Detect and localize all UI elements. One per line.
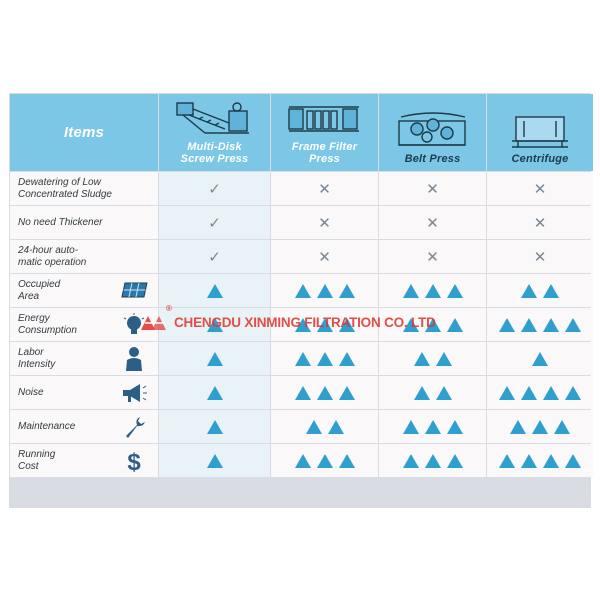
solar-panel-icon	[120, 278, 148, 304]
triangle-rating	[295, 284, 355, 298]
triangle-icon	[207, 454, 223, 468]
megaphone-icon	[120, 380, 148, 406]
triangle-icon	[554, 420, 570, 434]
triangle-icon	[207, 386, 223, 400]
dollar-sign-icon	[120, 448, 148, 474]
table-cell	[159, 240, 270, 273]
check-mark-icon: ✓	[208, 214, 221, 232]
triangle-rating	[207, 284, 223, 298]
triangle-icon	[521, 284, 537, 298]
triangle-icon	[339, 284, 355, 298]
header-belt-press-label: Belt Press	[404, 153, 461, 165]
triangle-icon	[207, 318, 223, 332]
watermark-text: CHENGDU XINMING FILTRATION CO. LTD	[174, 314, 436, 330]
comparison-table	[9, 93, 591, 508]
triangle-icon	[499, 318, 515, 332]
triangle-rating	[403, 420, 463, 434]
row-noise-label-cell	[10, 376, 158, 409]
row-energy-label-cell	[10, 308, 158, 341]
triangle-icon	[532, 352, 548, 366]
triangle-icon	[306, 420, 322, 434]
triangle-icon	[510, 420, 526, 434]
header-items-label: Items	[63, 123, 105, 141]
light-bulb-icon	[120, 312, 148, 338]
triangle-icon	[317, 454, 333, 468]
table-cell	[271, 240, 378, 273]
table-cell	[159, 376, 270, 409]
triangle-icon	[207, 420, 223, 434]
header-multi-disk-cell	[159, 94, 270, 171]
cross-mark-icon: ✕	[426, 214, 439, 232]
triangle-rating	[207, 386, 223, 400]
triangle-rating	[295, 352, 355, 366]
row-labor-label-cell	[10, 342, 158, 375]
triangle-icon	[295, 454, 311, 468]
header-items-cell	[10, 94, 158, 171]
triangle-rating	[306, 420, 344, 434]
row-automatic-label-cell	[10, 240, 158, 273]
table-cell	[271, 206, 378, 239]
table-cell	[271, 444, 378, 477]
row-label: No need Thickener	[18, 216, 103, 228]
triangle-icon	[425, 318, 441, 332]
cross-mark-icon: ✕	[533, 214, 547, 232]
triangle-icon	[207, 284, 223, 298]
triangle-icon	[339, 352, 355, 366]
header-frame-filter-cell	[271, 94, 378, 171]
triangle-icon	[295, 352, 311, 366]
check-mark-icon: ✓	[208, 180, 221, 198]
cross-mark-icon: ✕	[318, 180, 331, 198]
triangle-icon	[436, 386, 452, 400]
triangle-icon	[414, 352, 430, 366]
header-multi-disk-label: Multi-Disk Screw Press	[180, 141, 249, 165]
triangle-icon	[425, 454, 441, 468]
table-cell	[271, 342, 378, 375]
triangle-icon	[447, 284, 463, 298]
triangle-icon	[339, 318, 355, 332]
cross-mark-icon: ✕	[426, 248, 439, 266]
table-cell	[271, 274, 378, 307]
triangle-rating	[414, 386, 452, 400]
row-label: Noise	[18, 386, 44, 398]
triangle-icon	[295, 386, 311, 400]
table-cell	[487, 274, 593, 307]
header-centrifuge-label: Centrifuge	[511, 153, 569, 165]
row-dewatering-label-cell	[10, 172, 158, 205]
table-cell	[379, 376, 486, 409]
registered-mark: ®	[166, 304, 172, 313]
header-centrifuge-cell	[487, 94, 593, 171]
row-label: 24-hour auto- matic operation	[18, 244, 87, 268]
check-mark-icon: ✓	[208, 248, 221, 266]
table-cell	[487, 308, 593, 341]
triangle-icon	[295, 318, 311, 332]
triangle-rating	[403, 454, 463, 468]
cross-mark-icon: ✕	[318, 214, 331, 232]
table-cell	[379, 172, 486, 205]
table-cell	[487, 240, 593, 273]
centrifuge-icon	[494, 107, 586, 151]
triangle-rating	[207, 318, 223, 332]
triangle-rating	[295, 318, 355, 332]
triangle-icon	[499, 386, 515, 400]
table-cell	[487, 206, 593, 239]
table-cell	[487, 410, 593, 443]
triangle-rating	[295, 454, 355, 468]
table-cell	[271, 308, 378, 341]
table-cell	[271, 172, 378, 205]
header-belt-press-cell	[379, 94, 486, 171]
triangle-icon	[425, 284, 441, 298]
triangle-rating	[499, 318, 581, 332]
triangle-icon	[447, 318, 463, 332]
triangle-icon	[207, 352, 223, 366]
triangle-icon	[521, 318, 537, 332]
row-running-cost-label-cell	[10, 444, 158, 477]
wrench-icon	[120, 414, 148, 440]
triangle-icon	[565, 318, 581, 332]
triangle-rating	[532, 352, 548, 366]
triangle-icon	[543, 284, 559, 298]
triangle-icon	[543, 318, 559, 332]
triangle-icon	[317, 284, 333, 298]
triangle-icon	[403, 318, 419, 332]
triangle-rating	[403, 318, 463, 332]
triangle-rating	[295, 386, 355, 400]
svg-text:$: $	[127, 448, 141, 474]
triangle-icon	[403, 284, 419, 298]
table-cell	[159, 172, 270, 205]
table-cell	[159, 308, 270, 341]
table-cell	[379, 342, 486, 375]
cross-mark-icon: ✕	[318, 248, 331, 266]
table-cell	[487, 376, 593, 409]
multi-disk-screw-press-icon	[169, 95, 261, 139]
table-cell	[487, 444, 593, 477]
triangle-icon	[565, 454, 581, 468]
triangle-rating	[414, 352, 452, 366]
triangle-icon	[521, 386, 537, 400]
triangle-icon	[447, 454, 463, 468]
triangle-icon	[565, 386, 581, 400]
table-cell	[271, 410, 378, 443]
triangle-icon	[521, 454, 537, 468]
cross-mark-icon: ✕	[533, 248, 547, 266]
belt-press-icon	[387, 107, 479, 151]
table-cell	[379, 444, 486, 477]
table-cell	[379, 410, 486, 443]
triangle-icon	[447, 420, 463, 434]
triangle-icon	[499, 454, 515, 468]
table-cell	[271, 376, 378, 409]
row-label: Running Cost	[18, 448, 56, 472]
frame-filter-press-icon	[279, 95, 371, 139]
triangle-icon	[425, 420, 441, 434]
row-label: Maintenance	[18, 420, 76, 432]
cross-mark-icon: ✕	[426, 180, 439, 198]
triangle-rating	[510, 420, 570, 434]
row-maintenance-label-cell	[10, 410, 158, 443]
row-occupied-area-label-cell	[10, 274, 158, 307]
triangle-icon	[339, 454, 355, 468]
triangle-icon	[328, 420, 344, 434]
triangle-rating	[499, 386, 581, 400]
triangle-icon	[414, 386, 430, 400]
triangle-icon	[403, 420, 419, 434]
table-cell	[487, 342, 593, 375]
table-cell	[379, 274, 486, 307]
table-cell	[379, 308, 486, 341]
table-cell	[159, 444, 270, 477]
table-cell	[159, 274, 270, 307]
table-cell	[487, 172, 593, 205]
header-frame-filter-label: Frame Filter Press	[291, 141, 358, 165]
worker-icon	[120, 346, 148, 372]
triangle-rating	[207, 420, 223, 434]
triangle-icon	[532, 420, 548, 434]
triangle-icon	[403, 454, 419, 468]
triangle-icon	[339, 386, 355, 400]
triangle-rating	[403, 284, 463, 298]
triangle-icon	[295, 284, 311, 298]
table-cell	[379, 206, 486, 239]
table-cell	[379, 240, 486, 273]
triangle-icon	[317, 386, 333, 400]
cross-mark-icon: ✕	[533, 180, 547, 198]
triangle-icon	[317, 318, 333, 332]
triangle-icon	[543, 386, 559, 400]
table-cell	[159, 206, 270, 239]
triangle-rating	[499, 454, 581, 468]
row-label: Dewatering of Low Concentrated Sludge	[18, 176, 112, 200]
triangle-rating	[521, 284, 559, 298]
triangle-icon	[543, 454, 559, 468]
table-cell	[159, 410, 270, 443]
row-label: Labor Intensity	[18, 346, 56, 370]
triangle-rating	[207, 454, 223, 468]
triangle-rating	[207, 352, 223, 366]
triangle-icon	[317, 352, 333, 366]
row-label: Energy Consumption	[18, 312, 77, 336]
row-thickener-label-cell	[10, 206, 158, 239]
row-label: Occupied Area	[18, 278, 61, 302]
triangle-icon	[436, 352, 452, 366]
table-cell	[159, 342, 270, 375]
